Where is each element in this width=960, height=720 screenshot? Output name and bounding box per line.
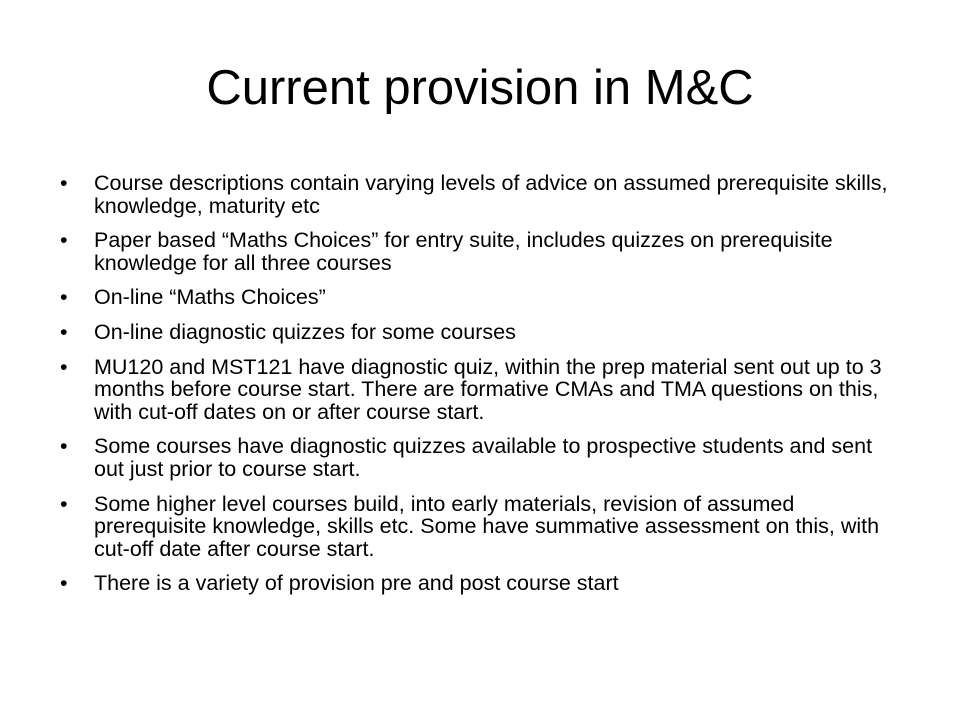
bullet-text: Some higher level courses build, into early materials, revision of assumed prerequisite knowledge, skills etc. Some have summative assessment on this, with cut-off date after course start.: [94, 491, 880, 561]
bullet-item: [60, 435, 900, 480]
bullet-icon: •: [60, 171, 68, 195]
bullet-item: [60, 321, 900, 344]
bullet-text: There is a variety of provision pre and post course start: [94, 571, 619, 596]
bullet-item: [60, 229, 900, 274]
bullet-icon: •: [60, 228, 68, 253]
bullet-text: Course descriptions contain varying levels of advice on assumed prerequisite skills, knowledge, maturity etc: [94, 171, 888, 218]
bullet-item: [60, 172, 900, 217]
bullet-icon: •: [60, 319, 68, 344]
slide-title: Current provision in M&C: [206, 61, 754, 115]
bullet-icon: •: [60, 285, 68, 310]
bullet-item: [60, 572, 900, 595]
bullet-item: [60, 493, 900, 561]
bullet-text: On-line diagnostic quizzes for some courses: [94, 319, 516, 344]
bullet-list: [60, 172, 900, 607]
bullet-icon: •: [60, 571, 68, 596]
bullet-text: On-line “Maths Choices”: [94, 285, 326, 310]
bullet-icon: •: [60, 491, 68, 516]
bullet-icon: •: [60, 354, 68, 379]
bullet-item: [60, 286, 900, 309]
bullet-item: [60, 356, 900, 424]
bullet-text: Paper based “Maths Choices” for entry suite, includes quizzes on prerequisite knowledge for all three courses: [94, 228, 833, 275]
bullet-icon: •: [60, 434, 68, 459]
bullet-text: Some courses have diagnostic quizzes available to prospective students and sent out just prior to course start.: [94, 434, 873, 481]
bullet-text: MU120 and MST121 have diagnostic quiz, within the prep material sent out up to 3 months before course start. There are formative CMAs and TMA questions on this, with cut-off dates on or after course start.: [94, 354, 882, 424]
